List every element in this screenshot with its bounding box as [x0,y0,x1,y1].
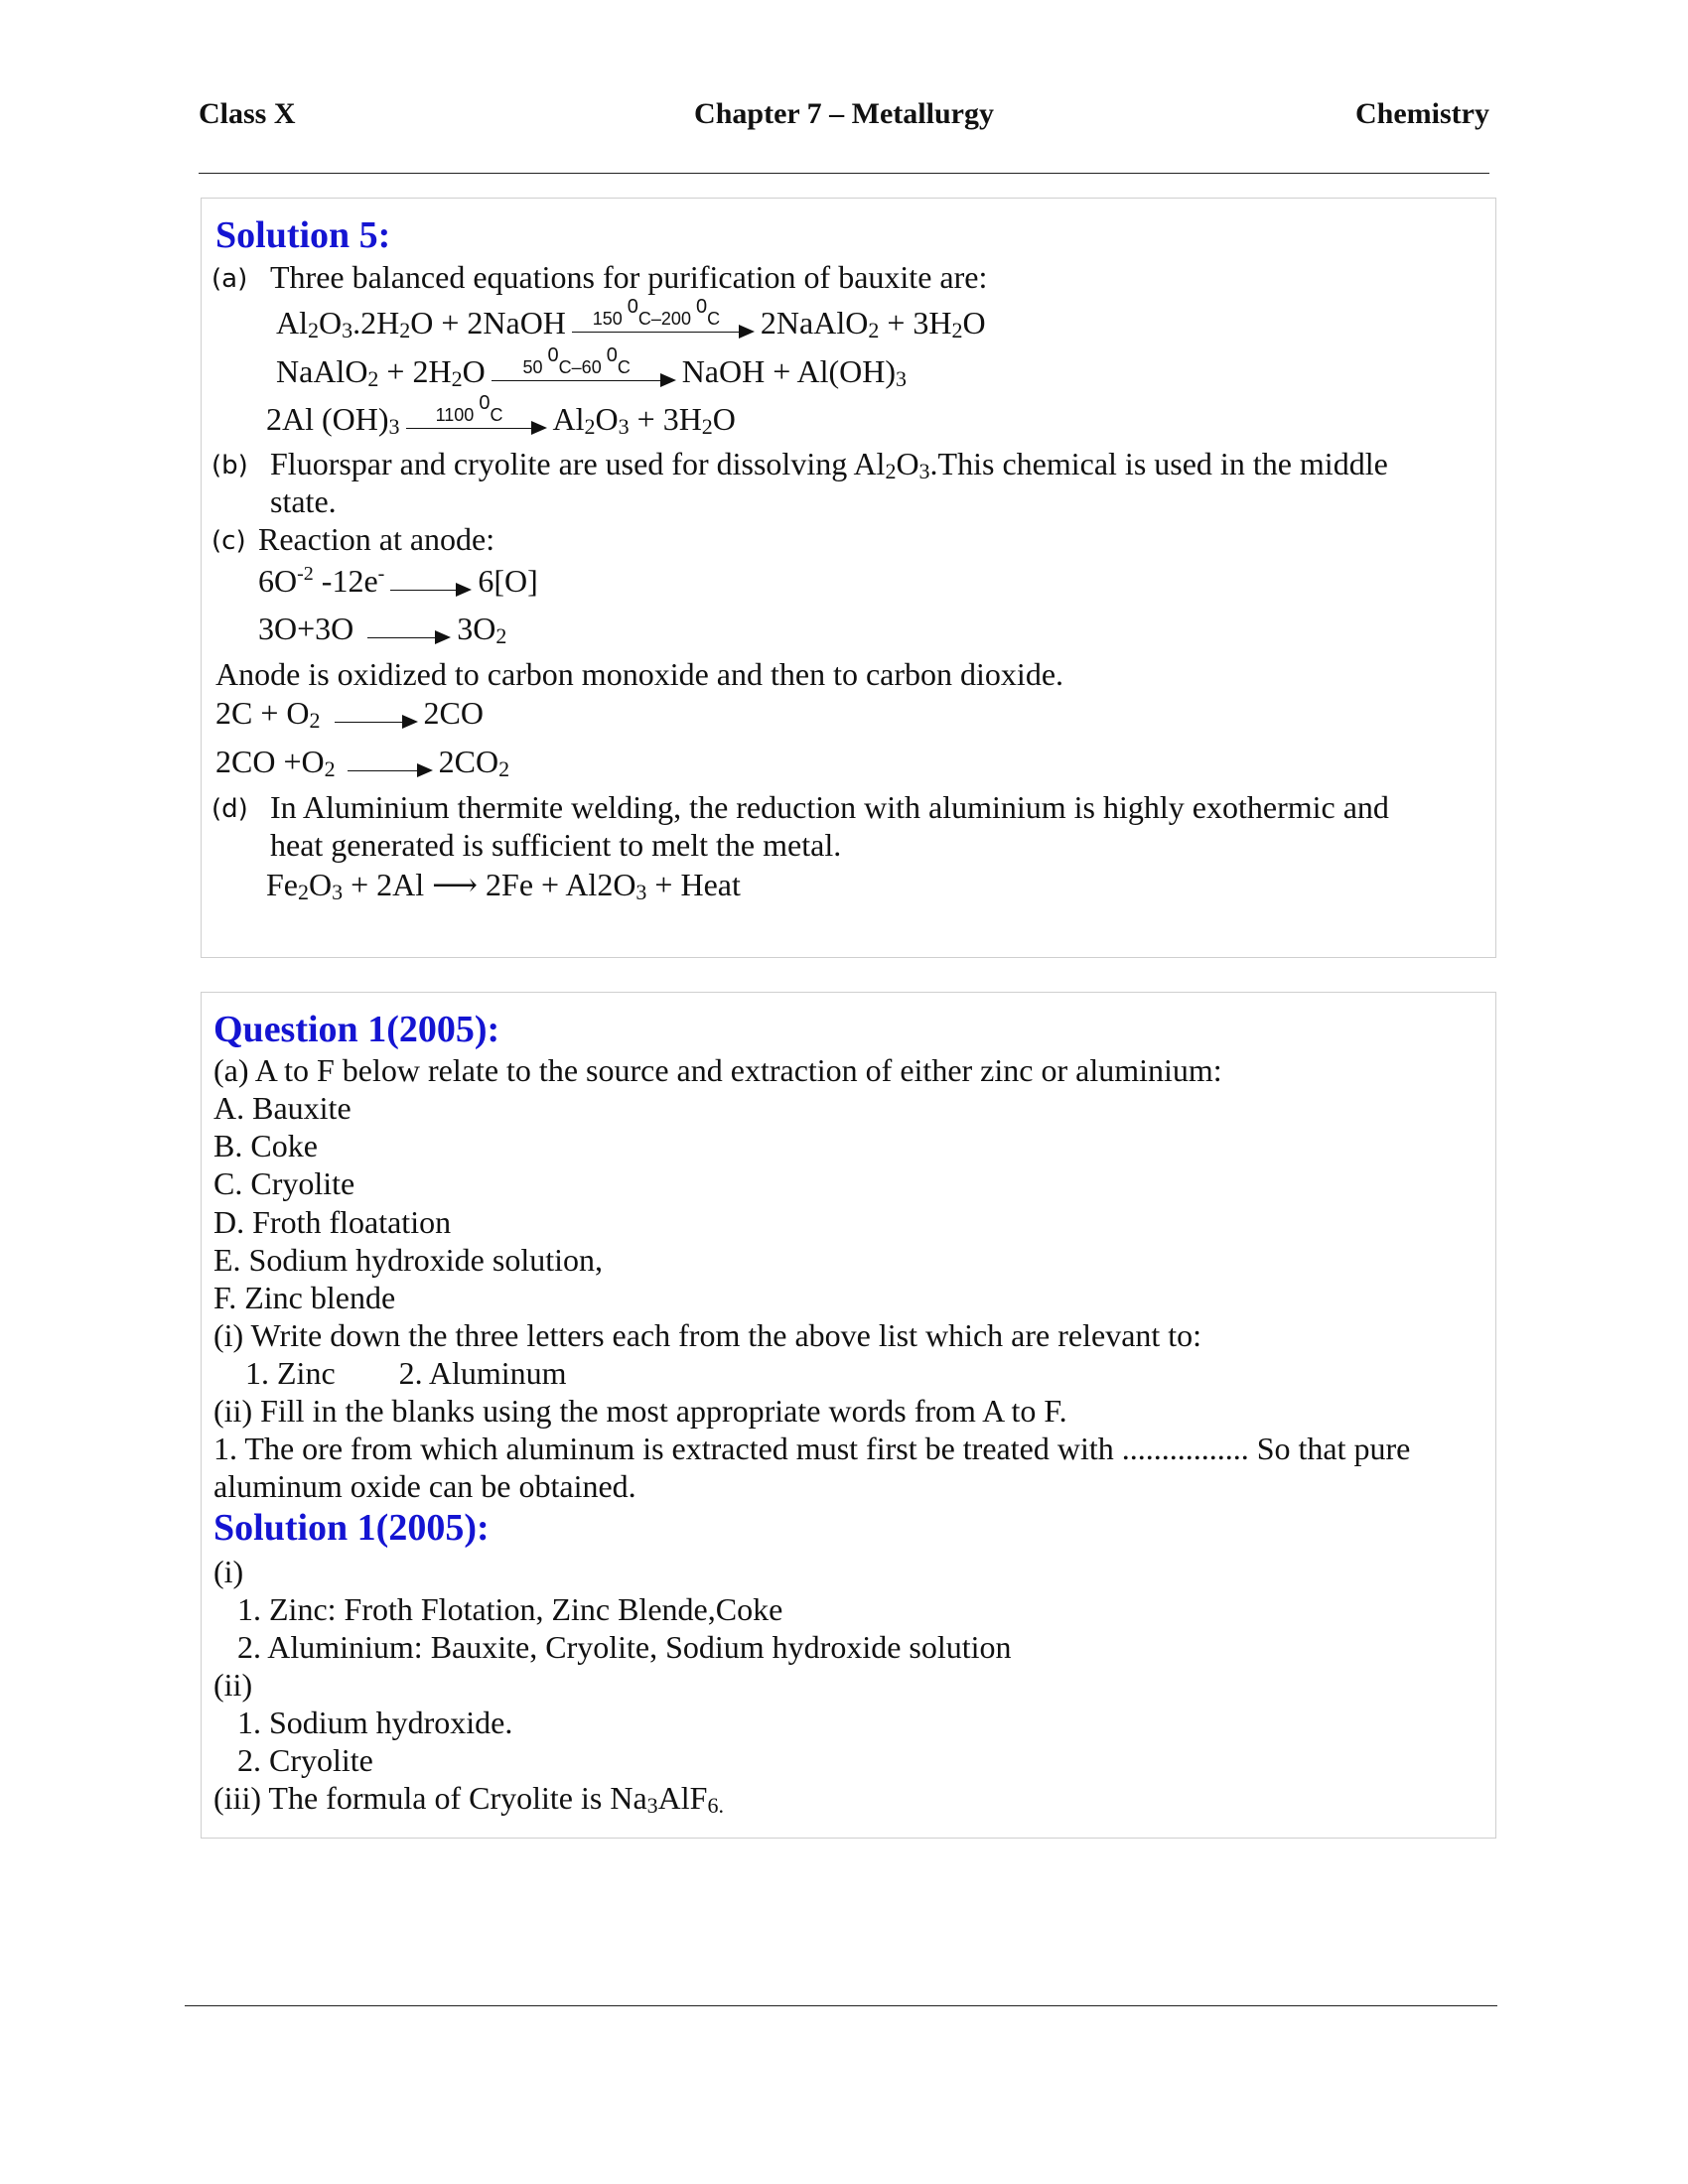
marker-c: (c) [211,526,246,556]
reaction-arrow [390,572,472,600]
reaction-arrow [367,619,451,647]
answer-i-2: 2. Aluminium: Bauxite, Cryolite, Sodium hydroxide solution [237,1629,1012,1665]
header-chapter: Chapter 7 – Metallurgy [694,97,994,130]
question-1-box [201,992,1496,1839]
list-item: E. Sodium hydroxide solution, [213,1242,603,1278]
reaction-condition: 1100 $^0$C [435,392,503,425]
header-divider [199,173,1489,174]
question-part-i-options: 1. Zinc 2. Aluminum [245,1355,567,1391]
carbon-equation-2: $2CO +O_2$ $2CO_2$ [215,744,510,781]
reaction-condition: 150 $^0$C–200 $^0$C [592,296,721,329]
answer-ii-1: 1. Sodium hydroxide. [237,1705,513,1740]
page-header [199,97,1489,141]
solution-1-title: Solution 1(2005): [213,1507,490,1549]
reaction-arrow [492,344,676,390]
reaction-condition: 50 $^0$C–60 $^0$C [522,344,631,377]
answer-ii-2: 2. Cryolite [237,1742,373,1778]
answer-i-1: 1. Zinc: Froth Flotation, Zinc Blende,Coke [237,1591,783,1627]
question-intro: (a) A to F below relate to the source and extraction of either zinc or aluminium: [213,1052,1222,1088]
equation-2: NaAlO$_2$ + $2H_2O$ 50 $^0$C–60 $^0$C NaOH + $Al(OH)_3$ [276,344,908,391]
marker-d: (d) [211,794,248,824]
part-b-text-cont: state. [270,483,337,519]
question-part-ii-1-cont: aluminum oxide can be obtained. [213,1468,636,1504]
part-c-intro: Reaction at anode: [258,521,495,557]
answer-i-label: (i) [213,1554,244,1589]
question-1-title: Question 1(2005): [213,1009,500,1050]
list-item: F. Zinc blende [213,1280,396,1315]
list-item: B. Coke [213,1128,318,1163]
header-class: Class X [199,97,296,130]
list-item: D. Froth floatation [213,1204,452,1240]
part-b-text: Fluorspar and cryolite are used for dissolving $Al_2O_3.This$ chemical is used in the middle [270,446,1388,483]
carbon-equation-1: $2C + O_2$ 2CO [215,695,484,733]
answer-ii-label: (ii) [213,1667,253,1703]
anode-equation-2: 3O+3O $3O_2$ [258,611,507,648]
solution-5-box [201,198,1496,958]
footer-divider [185,2005,1497,2006]
equation-1: $Al_2O_3.2H_2O$ + 2NaOH 150 $^0$C–200 $^0$C 2NaAlO$_2$ + $3H_2O$ [276,296,986,342]
list-item: A. Bauxite [213,1090,352,1126]
equation-3: 2Al $(OH)_3$ 1100 $^0$C $Al_2O_3 + 3H_2O$ [266,392,736,439]
reaction-arrow [572,296,755,341]
solution-5-title: Solution 5: [215,214,391,256]
reaction-arrow [335,704,418,732]
list-item: C. Cryolite [213,1165,355,1201]
question-part-ii-1: 1. The ore from which aluminum is extracted must first be treated with ................ So that pure [213,1431,1411,1466]
part-d-text: In Aluminium thermite welding, the reduction with aluminium is highly exothermic and [270,789,1389,825]
marker-a: (a) [211,264,248,294]
marker-b: (b) [211,451,248,480]
header-subject: Chemistry [1355,97,1489,130]
reaction-arrow [406,392,547,438]
part-a-intro: Three balanced equations for purification of bauxite are: [270,259,988,295]
anode-text: Anode is oxidized to carbon monoxide and then to carbon dioxide. [215,656,1064,692]
part-d-text-cont: heat generated is sufficient to melt the metal. [270,827,842,863]
thermite-equation: $Fe_2O_3 + 2Al$ ⟶ $2Fe + Al2O_3$ + Heat [266,867,741,904]
question-part-ii: (ii) Fill in the blanks using the most appropriate words from A to F. [213,1393,1067,1429]
reaction-arrow [348,752,433,780]
anode-equation-1: $6O^{-2}$ -12e- 6[O] [258,563,538,599]
arrow-glyph: ⟶ [432,867,479,902]
question-part-i: (i) Write down the three letters each from the above list which are relevant to: [213,1317,1202,1353]
answer-iii: (iii) The formula of Cryolite is $Na_3AlF_{6.}$ [213,1780,724,1818]
